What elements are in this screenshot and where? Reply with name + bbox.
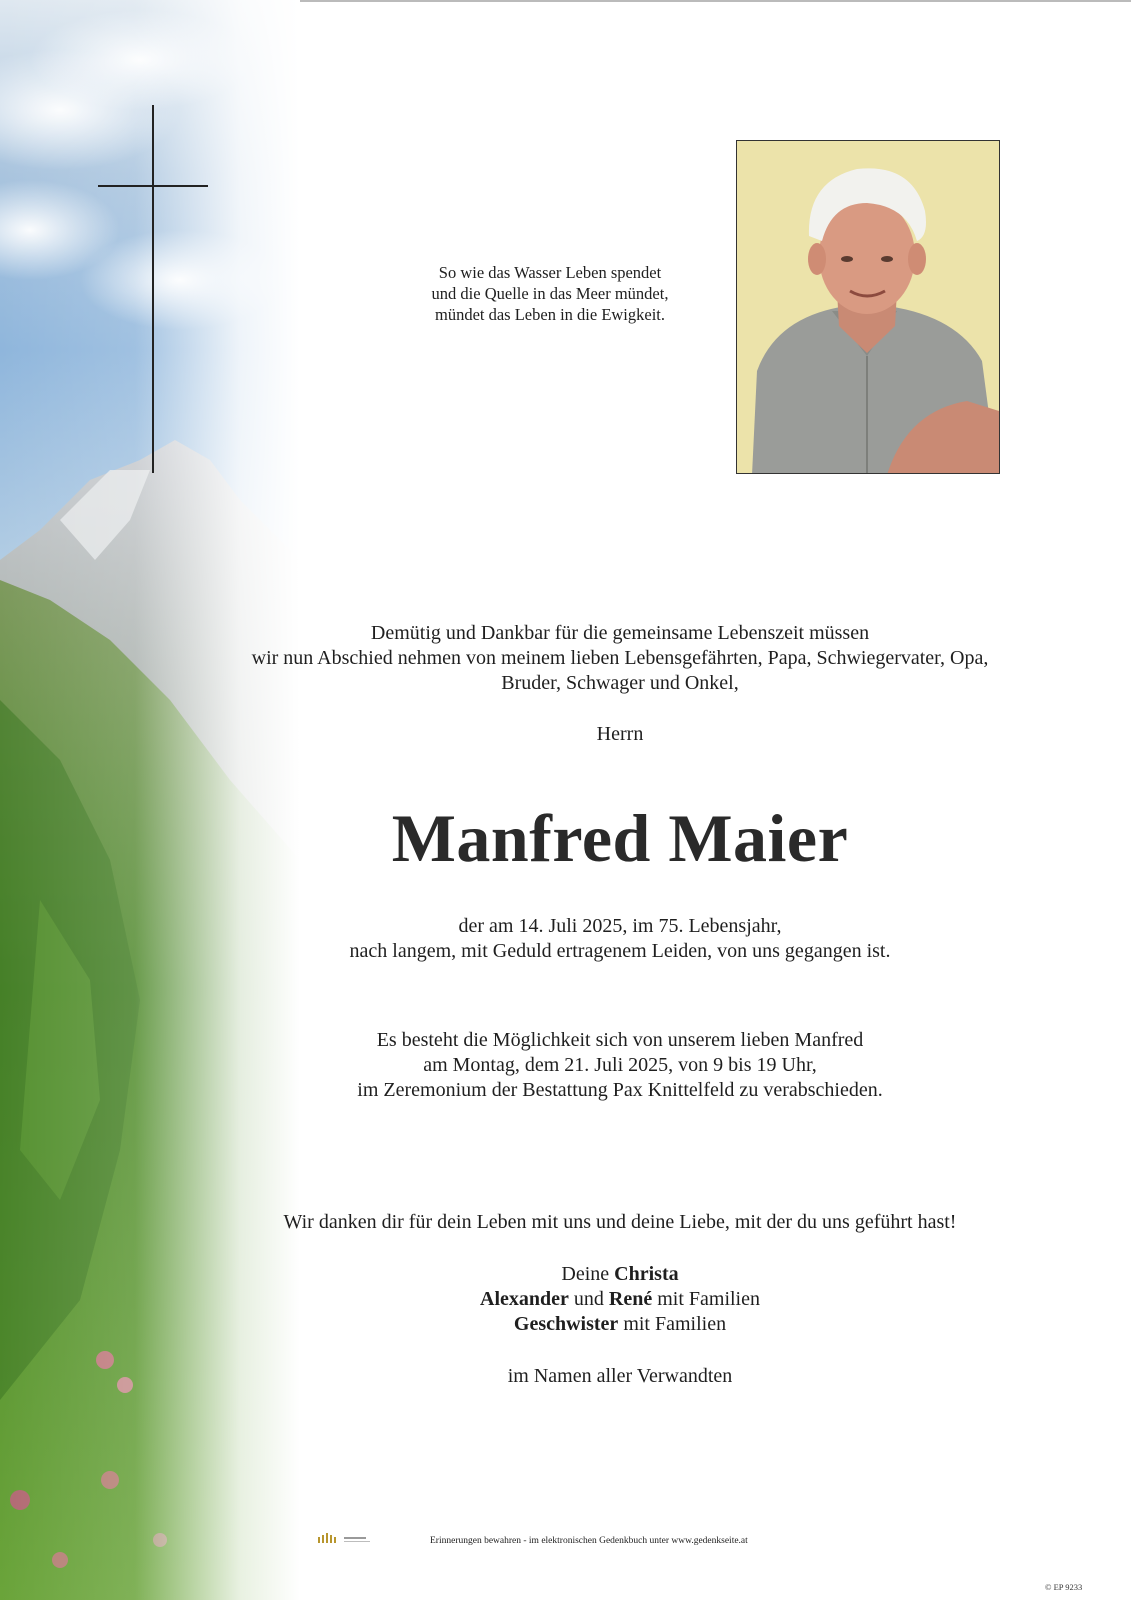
salutation: Herrn [596,723,644,745]
farewell-line: im Zeremonium der Bestattung Pax Knittelfeld zu verabschieden. [357,1079,883,1101]
intro-line: Demütig und Dankbar für die gemeinsame Lebenszeit müssen [370,622,870,644]
signature-text: und [568,1288,609,1310]
deceased-name: Manfred Maier [391,800,849,876]
signature-name: René [608,1288,653,1310]
signature-text: mit Familien [652,1288,760,1310]
signature-text: Deine [561,1263,615,1285]
signature-name: Alexander [480,1288,569,1310]
farewell-line: am Montag, dem 21. Juli 2025, von 9 bis 19 Uhr, [423,1054,817,1076]
relatives-line: im Namen aller Verwandten [507,1365,733,1387]
signature-row [190,1287,1050,1312]
intro-line: Bruder, Schwager und Onkel, [501,672,739,694]
signature-row [190,1262,1050,1287]
death-line: der am 14. Juli 2025, im 75. Lebensjahr, [458,915,782,937]
signature-row [190,1312,1050,1337]
death-line: nach langem, mit Geduld ertragenem Leiden, von uns gegangen ist. [349,940,891,962]
motto-line: und die Quelle in das Meer mündet, [431,284,669,303]
cross-icon [98,105,208,475]
signature-name: Geschwister [513,1313,619,1335]
intro-line: wir nun Abschied nehmen von meinem lieben Lebensgefährten, Papa, Schwiegervater, Opa, [251,647,989,669]
document-code: © EP 9233 [1045,1582,1083,1592]
intro-text [190,621,1050,696]
signature-text: mit Familien [618,1313,727,1335]
publisher-logo [318,1532,373,1546]
signature-name: Christa [614,1263,679,1285]
thanks-line: Wir danken dir für dein Leben mit uns und deine Liebe, mit der du uns geführt hast! [283,1211,957,1233]
motto-line: mündet das Leben in die Ewigkeit. [434,305,666,324]
motto-verse [395,262,705,325]
farewell-line: Es besteht die Möglichkeit sich von unserem lieben Manfred [376,1029,864,1051]
farewell-info [190,1028,1050,1103]
motto-line: So wie das Wasser Leben spendet [438,263,662,282]
death-notice [190,914,1050,964]
footer-note: Erinnerungen bewahren - im elektronischen Gedenkbuch unter www.gedenkseite.at [430,1536,748,1546]
portrait-photo [736,140,1000,474]
signature-block [190,1262,1050,1337]
